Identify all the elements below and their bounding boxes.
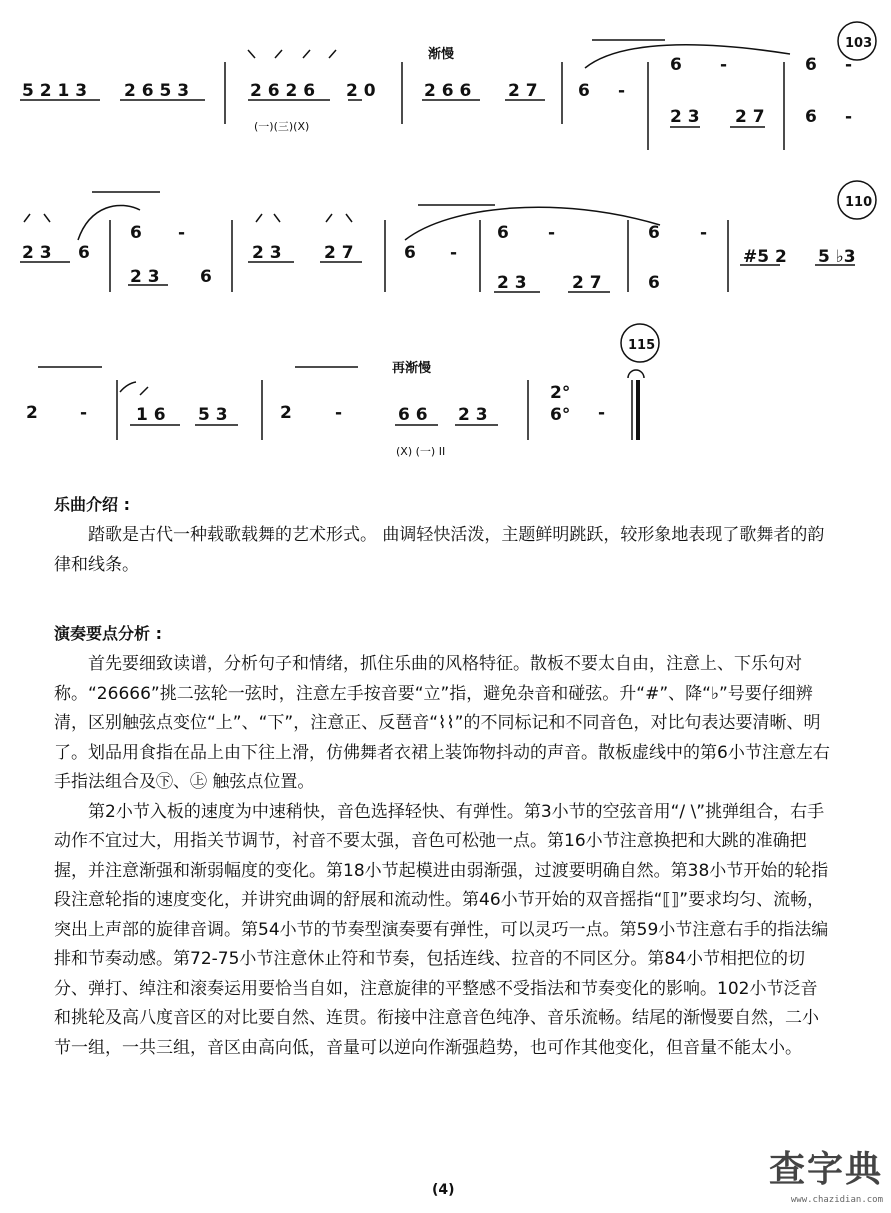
svg-text:6: 6	[648, 223, 660, 243]
svg-text:2 0: 2 0	[346, 81, 376, 101]
section-title-intro: 乐曲介绍 :	[54, 495, 130, 514]
measure-number-110: 110	[845, 195, 873, 210]
svg-text:6: 6	[648, 273, 660, 293]
svg-text:2 6 2 6: 2 6 2 6	[250, 81, 316, 101]
svg-text:2 3: 2 3	[497, 273, 527, 293]
svg-text:-: -	[720, 55, 728, 75]
svg-text:(X) (一) II: (X) (一) II	[396, 445, 446, 458]
svg-text:-: -	[548, 223, 556, 243]
svg-text:6: 6	[670, 55, 682, 75]
svg-text:2 3: 2 3	[670, 107, 700, 127]
svg-text:6: 6	[78, 243, 90, 263]
svg-text:2 7: 2 7	[324, 243, 354, 263]
watermark-url: www.chazidian.com	[790, 1195, 883, 1205]
page-number: (4)	[432, 1182, 455, 1198]
svg-text:1 6: 1 6	[136, 405, 166, 425]
section-title-analysis: 演奏要点分析 :	[54, 624, 162, 643]
svg-text:-: -	[618, 81, 626, 101]
svg-text:-: -	[845, 55, 853, 75]
tempo-mark-slower-again: 再渐慢	[392, 361, 432, 376]
svg-text:2 7: 2 7	[735, 107, 765, 127]
watermark-logo: 查字典	[768, 1149, 883, 1190]
section-analysis-body	[54, 650, 834, 1063]
svg-text:2 3: 2 3	[458, 405, 488, 425]
svg-text:-: -	[845, 107, 853, 127]
analysis-paragraph-2: 第2小节入板的速度为中速稍快，音色选择轻快、有弹性。第3小节的空弦音用“/ \”挑弹组合，右手动作不宜过大，用指关节调节，衬音不要太强，音色可松弛一点。第16小节注意换把和大跳的准确把握，并注意渐强和渐弱幅度的变化。第18小节起模进由弱渐强，过渡要明确自然。第38小节开始的轮指段注意轮指的速度变化，并讲究曲调的舒展和流动性。第46小节开始的双音摇指“⟦⟧”要求均匀、流畅，突出上声部的旋律音调。第54小节的节奏型演奏要有弹性，可以灵巧一点。第59小节注意右手的指法编排和节奏动感。第72-75小节注意休止符和节奏，包括连线、拉音的不同区分。第84小节相把位的切分、弹打、绰注和滚奏运用要恰当自如，注意旋律的平整感不受指法和节奏变化的影响。102小节泛音和挑轮及高八度音区的对比要自然、连贯。衔接中注意音色纯净、音乐流畅。结尾的渐慢要自然，二小节一组，一共三组，音区由高向低，音量可以逆向作渐强趋势，也可作其他变化，但音量不能太小。	[54, 801, 829, 1058]
svg-text:2: 2	[280, 403, 292, 423]
tempo-mark-gradual-slow: 渐慢	[428, 47, 455, 62]
svg-text:2°: 2°	[550, 383, 571, 403]
svg-text:2 3: 2 3	[252, 243, 282, 263]
svg-text:6: 6	[404, 243, 416, 263]
svg-text:2 3: 2 3	[22, 243, 52, 263]
svg-text:6: 6	[130, 223, 142, 243]
svg-text:5 2 1 3: 5 2 1 3	[22, 81, 88, 101]
svg-text:2 3: 2 3	[130, 267, 160, 287]
svg-text:-: -	[80, 403, 88, 423]
svg-text:6: 6	[805, 55, 817, 75]
svg-text:-: -	[450, 243, 458, 263]
svg-text:6: 6	[200, 267, 212, 287]
svg-text:6 6: 6 6	[398, 405, 428, 425]
svg-text:-: -	[178, 223, 186, 243]
svg-text:6°: 6°	[550, 405, 571, 425]
section-intro-body	[54, 521, 834, 580]
svg-text:2 7: 2 7	[572, 273, 602, 293]
score-notation	[0, 0, 891, 480]
svg-text:2 6 6: 2 6 6	[424, 81, 472, 101]
svg-text:5 3: 5 3	[198, 405, 228, 425]
svg-text:(一)(三)(X): (一)(三)(X)	[254, 120, 310, 133]
svg-text:-: -	[700, 223, 708, 243]
watermark	[687, 1141, 883, 1205]
svg-text:#5 2: #5 2	[743, 247, 787, 267]
svg-text:-: -	[335, 403, 343, 423]
measure-number-103: 103	[845, 36, 873, 51]
svg-text:2 7: 2 7	[508, 81, 538, 101]
svg-text:-: -	[598, 403, 606, 423]
svg-text:2 6 5 3: 2 6 5 3	[124, 81, 190, 101]
svg-text:6: 6	[805, 107, 817, 127]
analysis-paragraph-1: 首先要细致读谱，分析句子和情绪，抓住乐曲的风格特征。散板不要太自由，注意上、下乐句对称。“26666”挑二弦轮一弦时，注意左手按音要“立”指，避免杂音和碰弦。升“#”、降“♭”号要仔细辨清，区别触弦点变位“上”、“下”，注意正、反琶音“⌇⌇”的不同标记和不同音色，对比句表达要清晰、明了。划品用食指在品上由下往上滑，仿佛舞者衣裙上装饰物抖动的声音。散板虚线中的第6小节注意左右手指法组合及㊦、㊤ 触弦点位置。	[54, 654, 830, 792]
svg-text:6: 6	[497, 223, 509, 243]
svg-text:2: 2	[26, 403, 38, 423]
svg-text:5 ♭3: 5 ♭3	[818, 247, 856, 267]
intro-paragraph: 踏歌是古代一种载歌载舞的艺术形式。 曲调轻快活泼，主题鲜明跳跃，较形象地表现了歌舞者的韵律和线条。	[54, 525, 825, 575]
svg-text:6: 6	[578, 81, 590, 101]
measure-number-115: 115	[628, 338, 656, 353]
